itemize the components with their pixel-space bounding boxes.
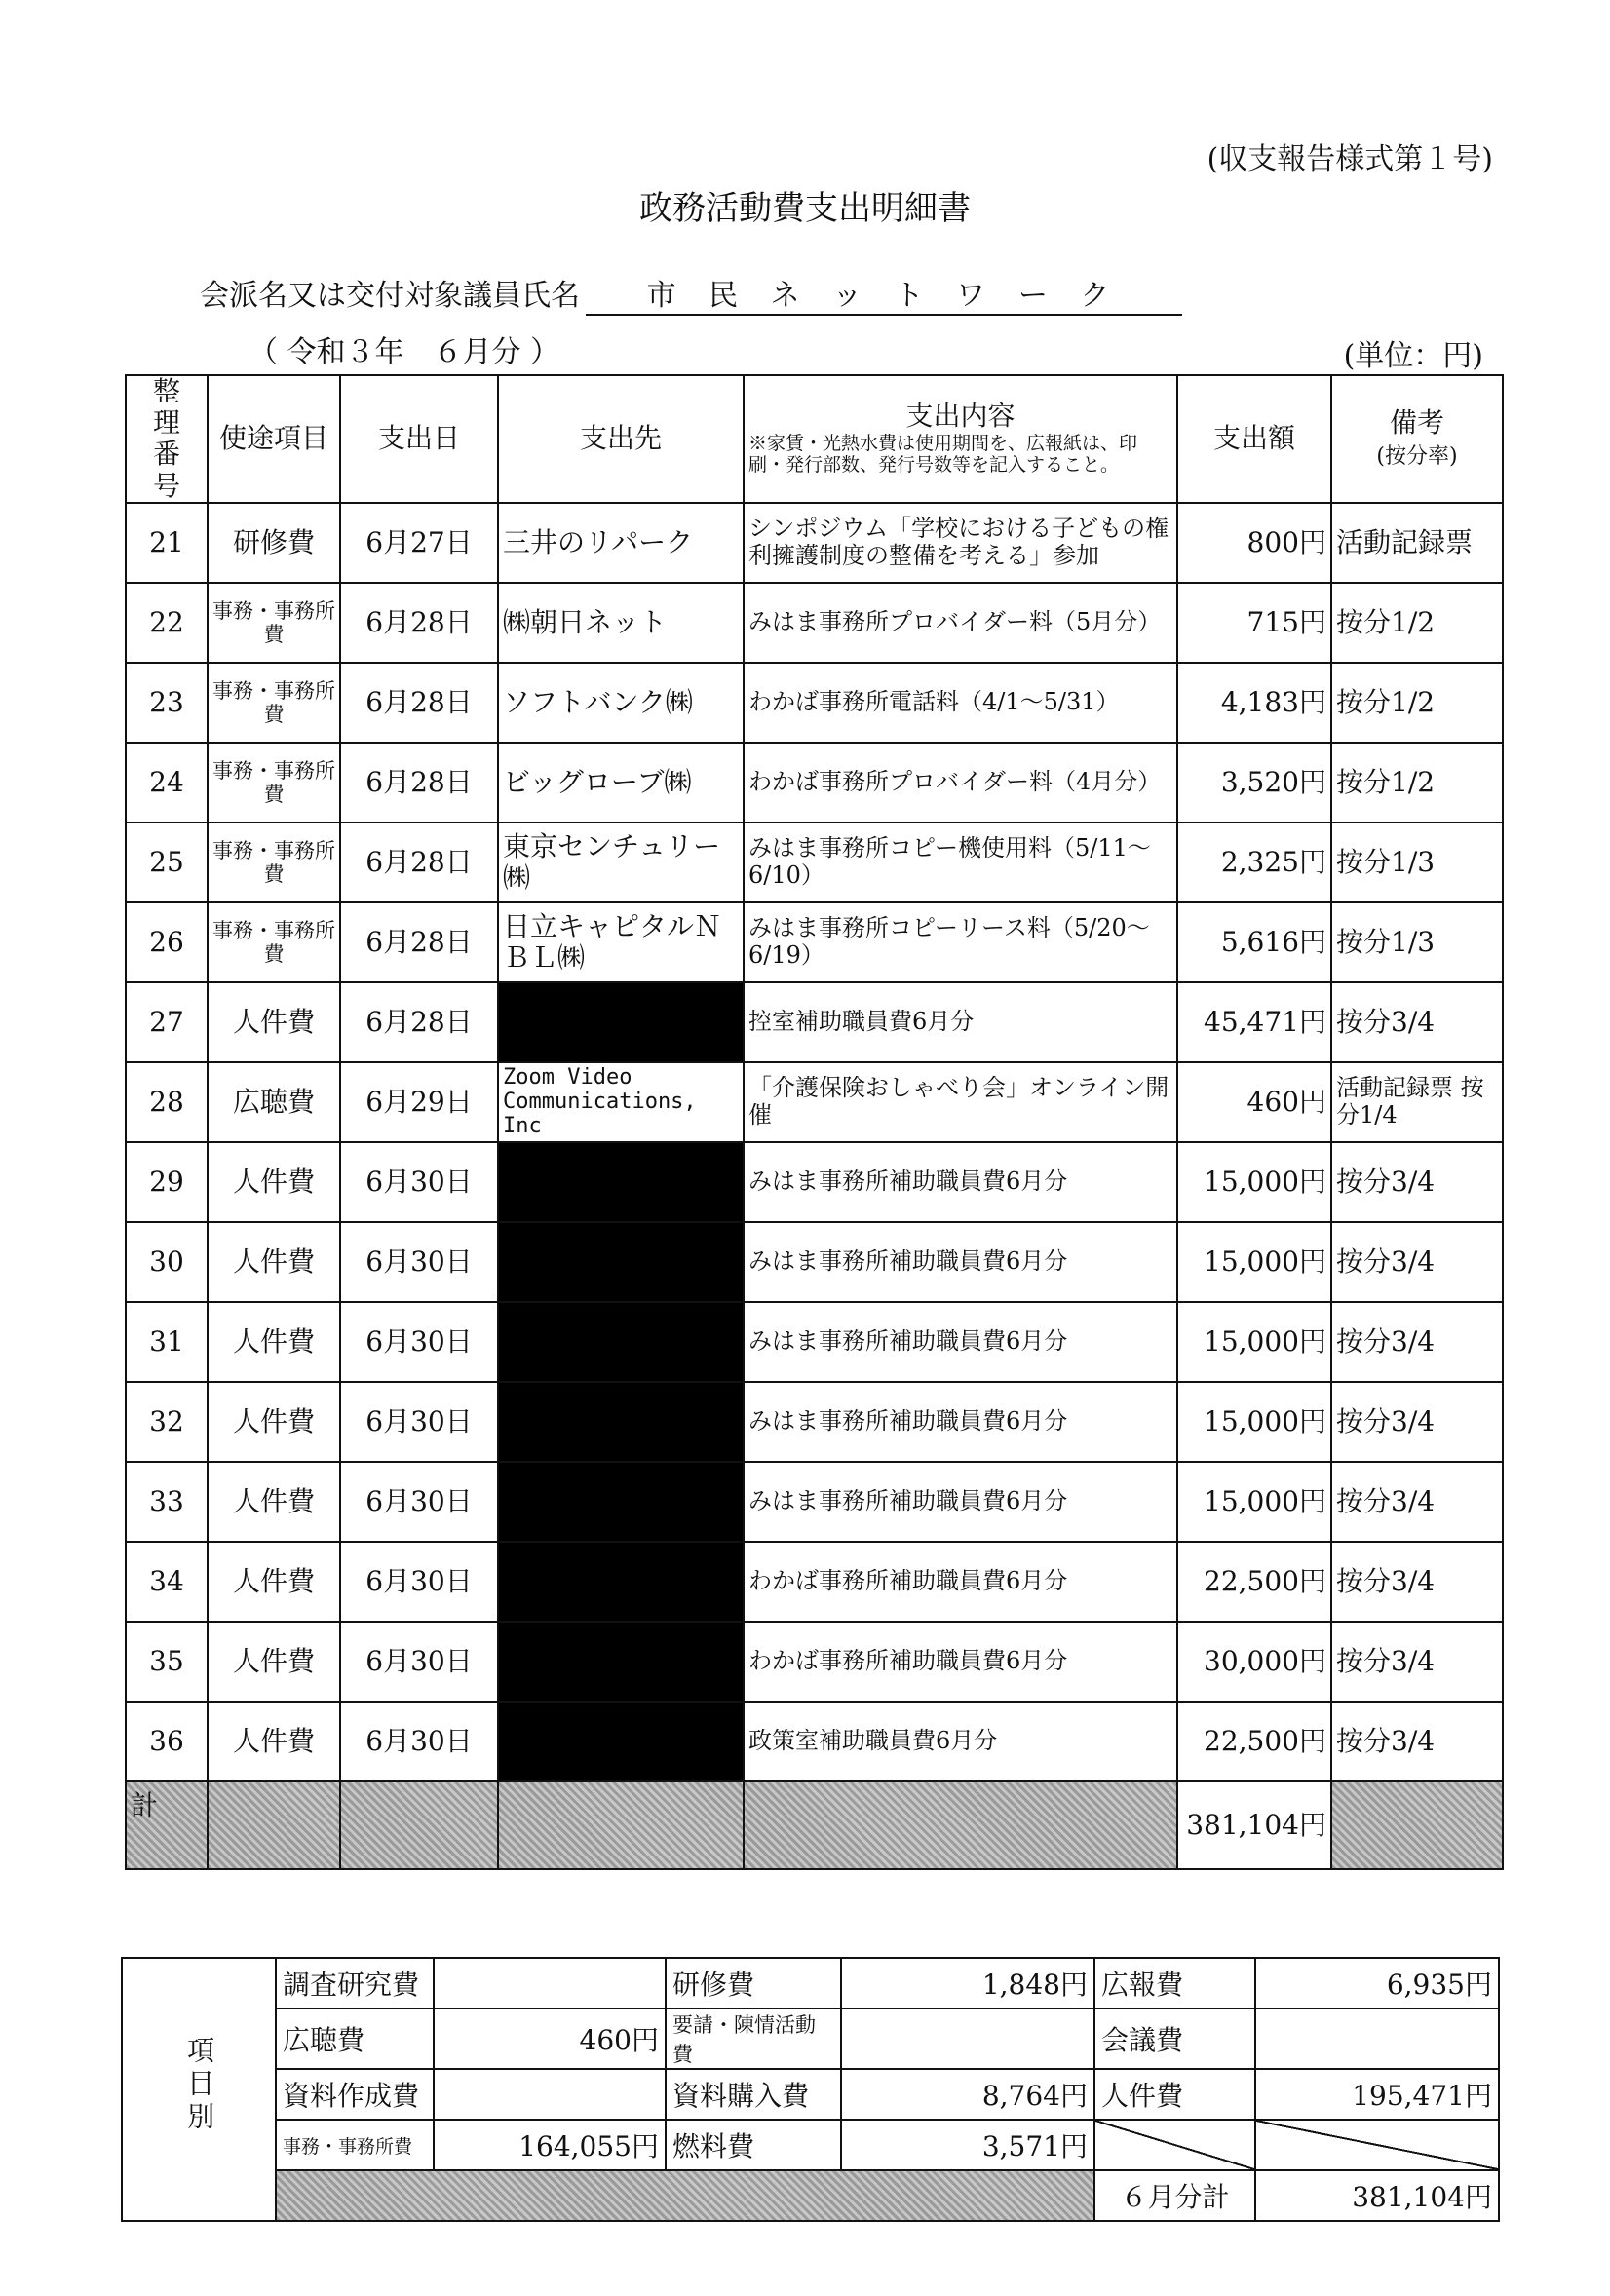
table-row <box>126 503 1503 583</box>
row-remarks: 按分3/4 <box>1331 1382 1503 1462</box>
summary-fuel-value: 3,571円 <box>841 2120 1094 2170</box>
summary-publicity-value: 6,935円 <box>1255 1958 1499 2009</box>
table-body <box>126 503 1503 1781</box>
summary-materials-buy-value: 8,764円 <box>841 2069 1094 2120</box>
group-label: 会派名又は交付対象議員氏名 <box>200 279 580 313</box>
row-category: 人件費 <box>208 1702 340 1781</box>
row-contents: みはま事務所補助職員費6月分 <box>744 1462 1177 1542</box>
summary-materials-make-value <box>434 2069 666 2120</box>
row-category: 事務・事務所費 <box>208 823 340 902</box>
row-amount: 15,000円 <box>1177 1302 1331 1382</box>
row-payee: 東京センチュリー㈱ <box>498 823 744 902</box>
table-row <box>126 982 1503 1062</box>
row-payee-redacted <box>498 1142 744 1222</box>
row-payee-redacted <box>498 1222 744 1302</box>
total-shade <box>498 1781 744 1869</box>
summary-training-value: 1,848円 <box>841 1958 1094 2009</box>
table-row <box>126 1382 1503 1462</box>
summary-training-label: 研修費 <box>666 1958 841 2009</box>
row-date: 6月30日 <box>340 1222 498 1302</box>
col-category: 使途項目 <box>208 375 340 503</box>
total-label: 計 <box>126 1781 208 1869</box>
summary-side-label <box>122 1958 276 2221</box>
row-date: 6月30日 <box>340 1142 498 1222</box>
row-date: 6月30日 <box>340 1542 498 1622</box>
row-payee: 日立キャピタルＮＢＬ㈱ <box>498 902 744 982</box>
group-name: 市 民 ネ ッ ト ワ ー ク <box>586 271 1182 316</box>
summary-hearing-value: 460円 <box>434 2009 666 2069</box>
period: （ 令和３年 ６月分 ） <box>249 335 560 369</box>
row-remarks: 按分3/4 <box>1331 982 1503 1062</box>
expense-table <box>125 374 1504 1870</box>
row-date: 6月30日 <box>340 1382 498 1462</box>
row-no: 27 <box>126 982 208 1062</box>
table-row <box>126 823 1503 902</box>
row-amount: 22,500円 <box>1177 1542 1331 1622</box>
col-payee: 支出先 <box>498 375 744 503</box>
row-category: 広聴費 <box>208 1062 340 1142</box>
row-payee: ビッグローブ㈱ <box>498 743 744 823</box>
row-no: 26 <box>126 902 208 982</box>
table-row <box>126 1302 1503 1382</box>
row-no: 22 <box>126 583 208 663</box>
summary-blank-diag <box>1094 2120 1255 2170</box>
row-remarks: 按分1/2 <box>1331 583 1503 663</box>
row-amount: 22,500円 <box>1177 1702 1331 1781</box>
row-contents: みはま事務所補助職員費6月分 <box>744 1302 1177 1382</box>
row-amount: 4,183円 <box>1177 663 1331 743</box>
row-remarks: 按分1/2 <box>1331 743 1503 823</box>
row-no: 35 <box>126 1622 208 1702</box>
group-row <box>200 271 1182 316</box>
row-contents: シンポジウム「学校における子どもの権利擁護制度の整備を考える」参加 <box>744 503 1177 583</box>
row-contents: みはま事務所補助職員費6月分 <box>744 1142 1177 1222</box>
row-category: 事務・事務所費 <box>208 583 340 663</box>
col-remarks-label: 備考 <box>1389 406 1444 440</box>
summary-personnel-value: 195,471円 <box>1255 2069 1499 2120</box>
row-contents: 控室補助職員費6月分 <box>744 982 1177 1062</box>
row-payee-redacted <box>498 982 744 1062</box>
row-date: 6月28日 <box>340 743 498 823</box>
table-row <box>126 1222 1503 1302</box>
row-category: 研修費 <box>208 503 340 583</box>
col-date: 支出日 <box>340 375 498 503</box>
total-shade <box>340 1781 498 1869</box>
summary-materials-buy-label: 資料購入費 <box>666 2069 841 2120</box>
row-category: 人件費 <box>208 982 340 1062</box>
row-amount: 5,616円 <box>1177 902 1331 982</box>
table-row <box>126 1542 1503 1622</box>
row-date: 6月30日 <box>340 1702 498 1781</box>
row-category: 人件費 <box>208 1382 340 1462</box>
col-contents-note: ※家賃・光熱水費は使用期間を、広報紙は、印刷・発行部数、発行号数等を記入すること。 <box>748 432 1138 477</box>
row-remarks: 活動記録票 <box>1331 503 1503 583</box>
row-payee-redacted <box>498 1622 744 1702</box>
row-no: 32 <box>126 1382 208 1462</box>
table-row <box>126 583 1503 663</box>
row-payee-redacted <box>498 1702 744 1781</box>
row-contents: みはま事務所コピー機使用料（5/11～6/10） <box>744 823 1177 902</box>
row-amount: 460円 <box>1177 1062 1331 1142</box>
row-remarks: 按分1/3 <box>1331 902 1503 982</box>
summary-petition-value <box>841 2009 1094 2069</box>
row-date: 6月29日 <box>340 1062 498 1142</box>
row-category: 人件費 <box>208 1222 340 1302</box>
row-no: 36 <box>126 1702 208 1781</box>
summary-fuel-label: 燃料費 <box>666 2120 841 2170</box>
table-row <box>126 1062 1503 1142</box>
row-contents: みはま事務所プロバイダー料（5月分） <box>744 583 1177 663</box>
row-date: 6月28日 <box>340 982 498 1062</box>
row-payee-redacted <box>498 1542 744 1622</box>
row-contents: わかば事務所補助職員費6月分 <box>744 1542 1177 1622</box>
col-contents <box>744 375 1177 503</box>
table-row <box>126 1462 1503 1542</box>
row-date: 6月30日 <box>340 1622 498 1702</box>
row-amount: 15,000円 <box>1177 1382 1331 1462</box>
summary-month-total-value: 381,104円 <box>1255 2170 1499 2221</box>
total-amount: 381,104円 <box>1177 1781 1331 1869</box>
row-remarks: 按分3/4 <box>1331 1142 1503 1222</box>
row-date: 6月28日 <box>340 902 498 982</box>
row-no: 29 <box>126 1142 208 1222</box>
row-remarks: 按分1/2 <box>1331 663 1503 743</box>
summary-side-text: 項目別 <box>183 2036 216 2136</box>
row-amount: 15,000円 <box>1177 1462 1331 1542</box>
row-no: 33 <box>126 1462 208 1542</box>
row-amount: 3,520円 <box>1177 743 1331 823</box>
row-remarks: 按分3/4 <box>1331 1302 1503 1382</box>
row-remarks: 按分3/4 <box>1331 1622 1503 1702</box>
row-amount: 800円 <box>1177 503 1331 583</box>
row-payee-redacted <box>498 1462 744 1542</box>
row-no: 25 <box>126 823 208 902</box>
table-row <box>126 902 1503 982</box>
table-row <box>126 1142 1503 1222</box>
row-category: 人件費 <box>208 1542 340 1622</box>
row-payee: ㈱朝日ネット <box>498 583 744 663</box>
table-row <box>126 1622 1503 1702</box>
row-category: 事務・事務所費 <box>208 663 340 743</box>
summary-personnel-label: 人件費 <box>1094 2069 1255 2120</box>
col-amount: 支出額 <box>1177 375 1331 503</box>
row-category: 人件費 <box>208 1622 340 1702</box>
row-category: 人件費 <box>208 1462 340 1542</box>
row-no: 30 <box>126 1222 208 1302</box>
unit-label: (単位：円) <box>1343 339 1483 373</box>
summary-table <box>121 1957 1500 2222</box>
row-remarks: 按分3/4 <box>1331 1702 1503 1781</box>
row-contents: みはま事務所コピーリース料（5/20～6/19） <box>744 902 1177 982</box>
row-date: 6月28日 <box>340 663 498 743</box>
table-row <box>126 663 1503 743</box>
summary-research-label: 調査研究費 <box>276 1958 434 2009</box>
row-no: 21 <box>126 503 208 583</box>
row-amount: 15,000円 <box>1177 1222 1331 1302</box>
row-no: 24 <box>126 743 208 823</box>
row-remarks: 按分3/4 <box>1331 1462 1503 1542</box>
row-contents: みはま事務所補助職員費6月分 <box>744 1222 1177 1302</box>
summary-office-label: 事務・事務所費 <box>276 2120 434 2170</box>
summary-blank-diag <box>1255 2120 1499 2170</box>
col-contents-label: 支出内容 <box>905 400 1016 433</box>
table-row <box>126 1702 1503 1781</box>
summary-hearing-label: 広聴費 <box>276 2009 434 2069</box>
row-remarks: 按分3/4 <box>1331 1542 1503 1622</box>
row-date: 6月28日 <box>340 823 498 902</box>
summary-shade <box>276 2170 1094 2221</box>
summary-month-total-label: ６月分計 <box>1094 2170 1255 2221</box>
summary-publicity-label: 広報費 <box>1094 1958 1255 2009</box>
row-remarks: 按分3/4 <box>1331 1222 1503 1302</box>
header-row <box>126 375 1503 503</box>
row-payee-redacted <box>498 1302 744 1382</box>
row-no: 34 <box>126 1542 208 1622</box>
row-amount: 715円 <box>1177 583 1331 663</box>
summary-materials-make-label: 資料作成費 <box>276 2069 434 2120</box>
row-amount: 45,471円 <box>1177 982 1331 1062</box>
row-contents: 政策室補助職員費6月分 <box>744 1702 1177 1781</box>
row-category: 人件費 <box>208 1142 340 1222</box>
row-payee: ソフトバンク㈱ <box>498 663 744 743</box>
row-no: 28 <box>126 1062 208 1142</box>
summary-office-value: 164,055円 <box>434 2120 666 2170</box>
row-remarks: 按分1/3 <box>1331 823 1503 902</box>
total-shade <box>1331 1781 1503 1869</box>
row-no: 31 <box>126 1302 208 1382</box>
col-remarks <box>1331 375 1503 503</box>
row-no: 23 <box>126 663 208 743</box>
row-payee: Zoom Video Communications, Inc <box>498 1062 744 1142</box>
summary-meeting-value <box>1255 2009 1499 2069</box>
form-number: (収支報告様式第１号) <box>1207 142 1493 176</box>
col-no: 整理番号 <box>126 375 208 503</box>
summary-research-value <box>434 1958 666 2009</box>
row-amount: 2,325円 <box>1177 823 1331 902</box>
row-date: 6月30日 <box>340 1462 498 1542</box>
summary-petition-label: 要請・陳情活動費 <box>666 2009 841 2069</box>
row-contents: わかば事務所電話料（4/1～5/31） <box>744 663 1177 743</box>
row-contents: みはま事務所補助職員費6月分 <box>744 1382 1177 1462</box>
row-date: 6月30日 <box>340 1302 498 1382</box>
total-shade <box>208 1781 340 1869</box>
row-date: 6月27日 <box>340 503 498 583</box>
row-contents: わかば事務所補助職員費6月分 <box>744 1622 1177 1702</box>
total-shade <box>744 1781 1177 1869</box>
row-category: 事務・事務所費 <box>208 902 340 982</box>
row-category: 人件費 <box>208 1302 340 1382</box>
row-payee: 三井のリパーク <box>498 503 744 583</box>
row-amount: 15,000円 <box>1177 1142 1331 1222</box>
row-amount: 30,000円 <box>1177 1622 1331 1702</box>
row-contents: わかば事務所プロバイダー料（4月分） <box>744 743 1177 823</box>
row-payee-redacted <box>498 1382 744 1462</box>
page-title: 政務活動費支出明細書 <box>639 189 971 228</box>
row-remarks: 活動記録票 按分1/4 <box>1331 1062 1503 1142</box>
summary-meeting-label: 会議費 <box>1094 2009 1255 2069</box>
row-contents: 「介護保険おしゃべり会」オンライン開催 <box>744 1062 1177 1142</box>
total-row <box>126 1781 1503 1869</box>
col-remarks-sub: (按分率) <box>1376 444 1458 470</box>
table-row <box>126 743 1503 823</box>
row-date: 6月28日 <box>340 583 498 663</box>
row-category: 事務・事務所費 <box>208 743 340 823</box>
